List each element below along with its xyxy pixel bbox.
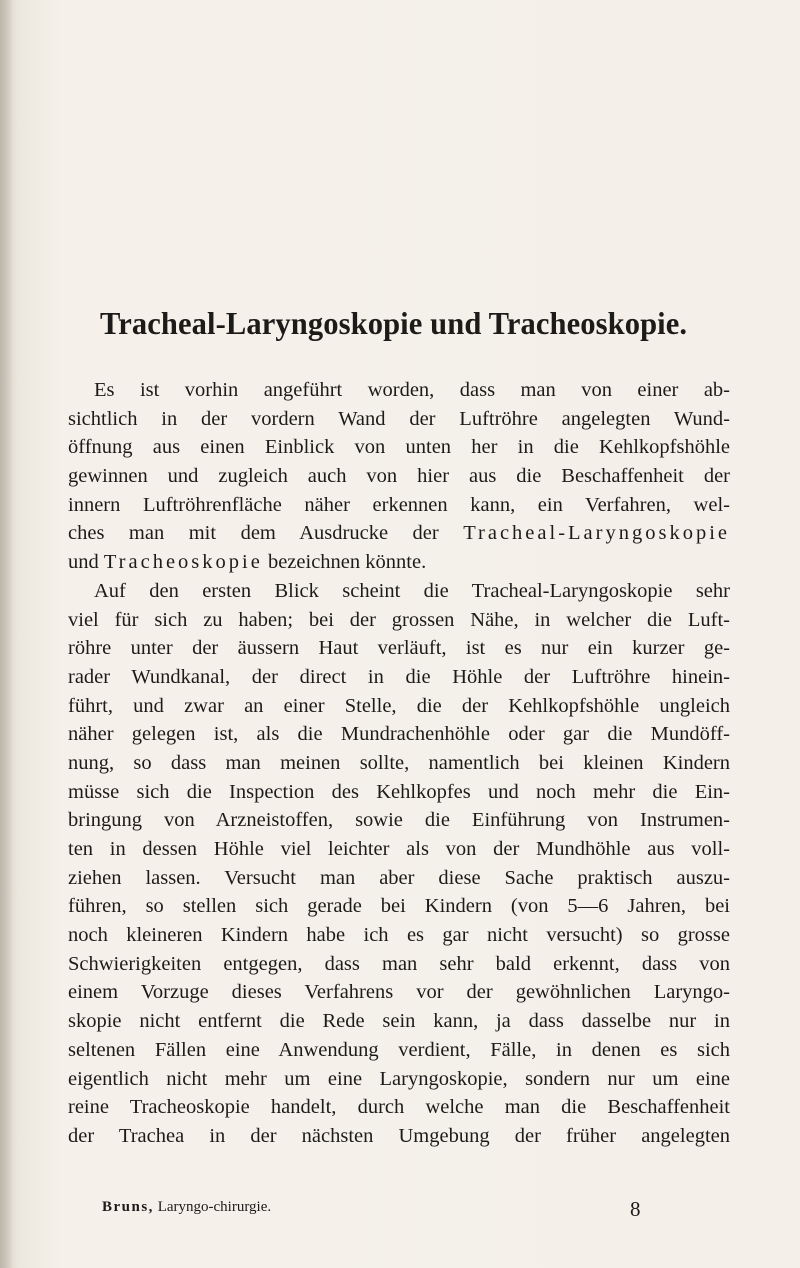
text-segment: ches man mit dem Ausdrucke der — [68, 522, 464, 545]
text-line: ten in dessen Höhle viel leichter als von der Mundhöhle aus voll- — [68, 838, 730, 860]
emphasized-term: Tracheal-Laryngoskopie — [463, 522, 730, 545]
text-line: röhre unter der äussern Haut verläuft, ist es nur ein kurzer ge- — [68, 637, 730, 660]
text-line: Schwierigkeiten entgegen, dass man sehr bald erkennt, dass von — [68, 952, 730, 975]
signature-line — [102, 1195, 662, 1219]
footer-author: Bruns, — [102, 1199, 154, 1215]
signature-number: 8 — [630, 1197, 641, 1221]
text-line: seltenen Fällen eine Anwendung verdient, Fälle, in denen es sich — [68, 1038, 730, 1061]
text-line: Auf den ersten Blick scheint die Tracheal-Laryngoskopie sehr — [94, 579, 730, 602]
page-binding-shadow — [0, 0, 14, 1268]
text-line: gewinnen und zugleich auch von hier aus die Beschaffenheit der — [68, 465, 730, 488]
text-line — [68, 519, 730, 548]
text-line: rader Wundkanal, der direct in die Höhle der Luftröhre hinein- — [68, 665, 730, 688]
text-line: sichtlich in der vordern Wand der Luftröhre angelegten Wund- — [68, 407, 730, 430]
text-line: öffnung aus einen Einblick von unten her in die Kehlkopfshöhle — [68, 436, 730, 459]
text-line: nung, so dass man meinen sollte, namentlich bei kleinen Kindern — [68, 751, 730, 774]
emphasized-term: Tracheoskopie — [103, 551, 263, 574]
text-segment: und — [68, 551, 104, 574]
footer-work: Laryngo-chirurgie. — [157, 1199, 272, 1215]
text-line: Es ist vorhin angeführt worden, dass man von einer ab- — [94, 379, 730, 401]
text-line: führt, und zwar an einer Stelle, die der Kehlkopfshöhle ungleich — [68, 694, 730, 717]
text-line — [68, 548, 730, 577]
text-segment: bezeichnen könnte. — [262, 551, 427, 574]
text-line: bringung von Arzneistoffen, sowie die Einführung von Instrumen- — [68, 809, 730, 832]
text-line: skopie nicht entfernt die Rede sein kann, ja dass dasselbe nur in — [68, 1010, 730, 1033]
text-line: eigentlich nicht mehr um eine Laryngoskopie, sondern nur um eine — [68, 1067, 730, 1090]
text-line: näher gelegen ist, als die Mundrachenhöhle oder gar die Mundöff- — [68, 723, 730, 746]
text-line: noch kleineren Kindern habe ich es gar nicht versucht) so grosse — [68, 924, 730, 947]
text-line: müsse sich die Inspection des Kehlkopfes und noch mehr die Ein- — [68, 780, 730, 803]
text-line: viel für sich zu haben; bei der grossen Nähe, in welcher die Luft- — [68, 608, 730, 631]
text-line: innern Luftröhrenfläche näher erkennen kann, ein Verfahren, wel- — [68, 493, 730, 516]
text-line: einem Vorzuge dieses Verfahrens vor der gewöhnlichen Laryngo- — [68, 981, 730, 1004]
text-line: reine Tracheoskopie handelt, durch welche man die Beschaffenheit — [68, 1096, 730, 1119]
text-line: der Trachea in der nächsten Umgebung der früher angelegten — [68, 1124, 730, 1147]
text-line: ziehen lassen. Versucht man aber diese Sache praktisch auszu- — [68, 866, 730, 889]
text-line: führen, so stellen sich gerade bei Kindern (von 5—6 Jahren, bei — [68, 895, 730, 918]
chapter-title: Tracheal-Laryngoskopie und Tracheoskopie. — [100, 305, 688, 341]
body-text — [68, 376, 730, 1151]
